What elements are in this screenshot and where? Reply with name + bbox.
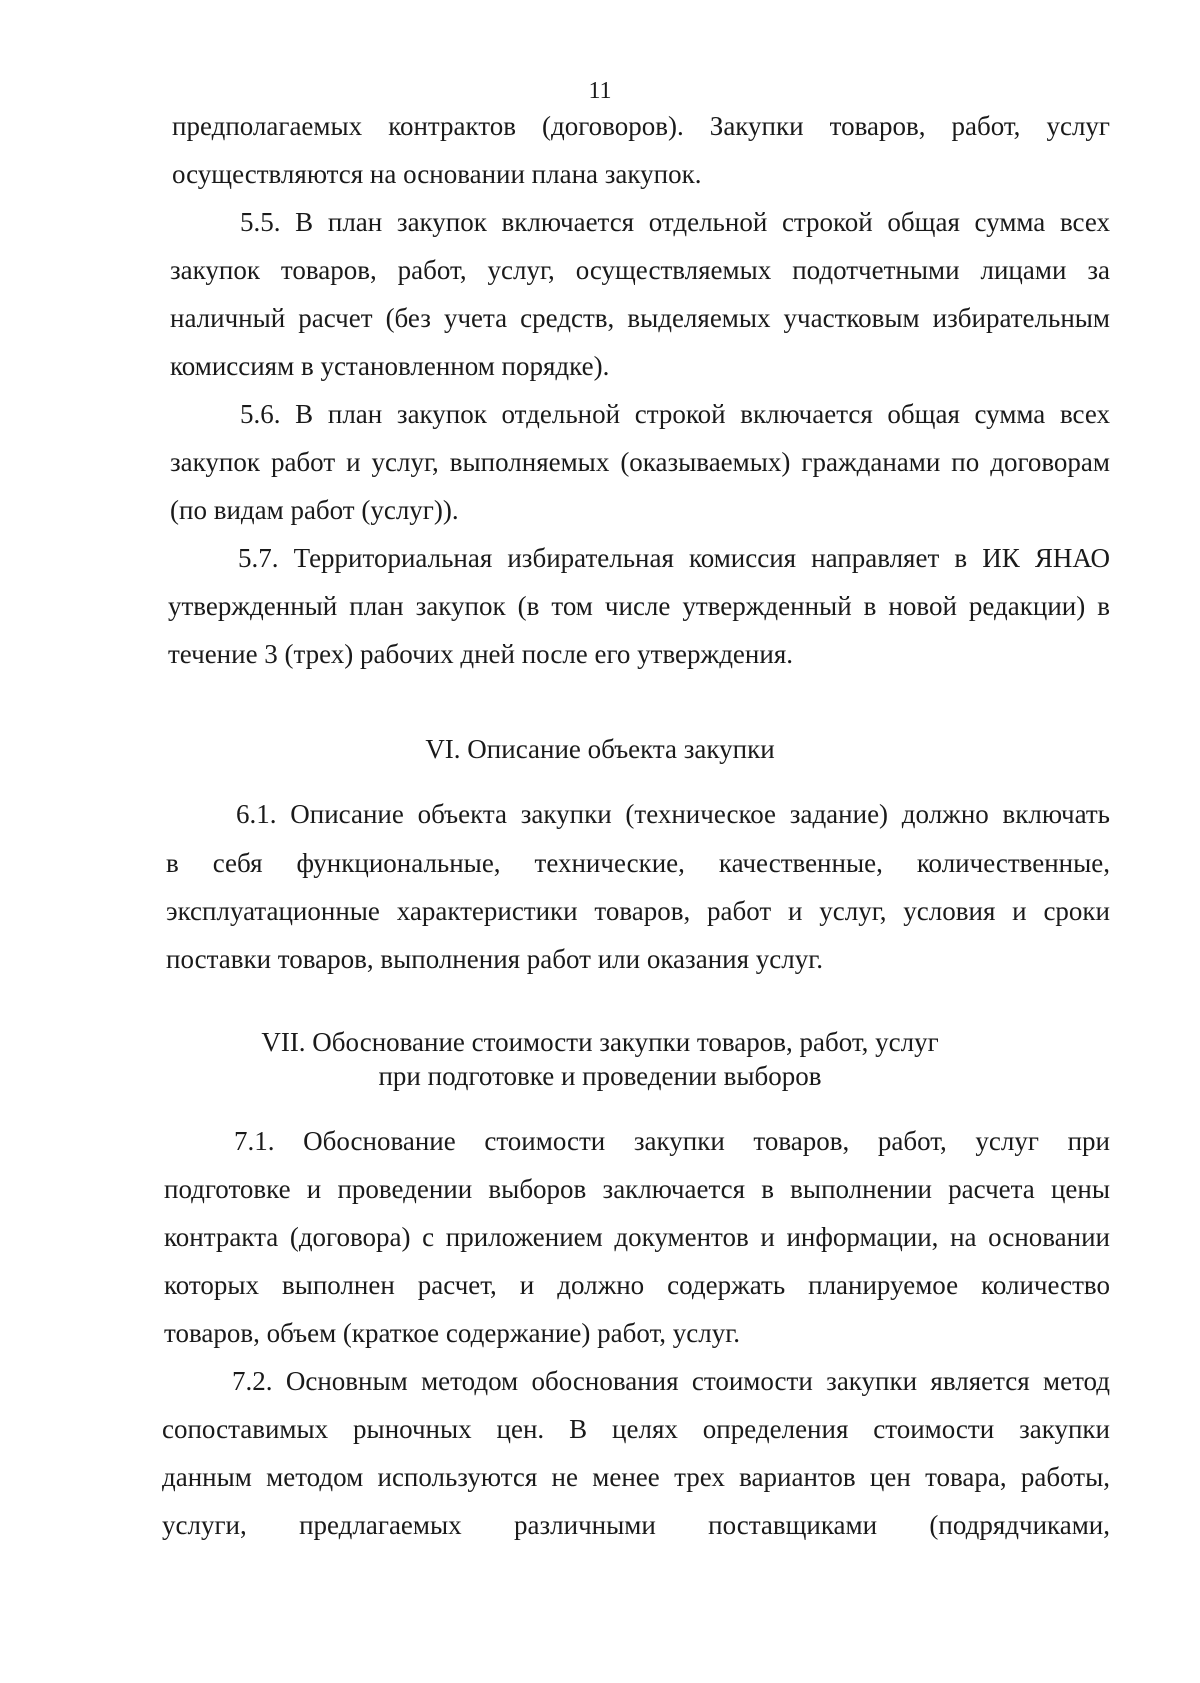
text-line: 5.6. В план закупок отдельной строкой включается общая сумма всех [240, 399, 1110, 429]
text-line: эксплуатационные характеристики товаров, работ и услуг, условия и сроки [166, 896, 1110, 926]
text-line: 5.5. В план закупок включается отдельной строкой общая сумма всех [240, 207, 1110, 237]
text-line: контракта (договора) с приложением документов и информации, на основании [164, 1222, 1110, 1252]
section-heading: VI. Описание объекта закупки [425, 734, 775, 764]
text-line: товаров, объем (краткое содержание) работ, услуг. [164, 1318, 740, 1348]
text-line: 7.1. Обоснование стоимости закупки товаров, работ, услуг при [234, 1126, 1110, 1156]
text-line: предполагаемых контрактов (договоров). Закупки товаров, работ, услуг [172, 111, 1110, 141]
text-line: 6.1. Описание объекта закупки (техническое задание) должно включать [236, 799, 1110, 829]
text-line: сопоставимых рыночных цен. В целях определения стоимости закупки [162, 1414, 1110, 1444]
page-number: 11 [588, 78, 612, 104]
text-line: осуществляются на основании плана закупок. [172, 159, 702, 189]
text-line: в себя функциональные, технические, качественные, количественные, [166, 848, 1110, 878]
text-line: подготовке и проведении выборов заключается в выполнении расчета цены [164, 1174, 1110, 1204]
text-line: утвержденный план закупок (в том числе утвержденный в новой редакции) в [168, 591, 1110, 621]
text-line: услуги, предлагаемых различными поставщиками (подрядчиками, [162, 1510, 1110, 1540]
text-line: которых выполнен расчет, и должно содержать планируемое количество [164, 1270, 1110, 1300]
text-line: наличный расчет (без учета средств, выделяемых участковым избирательным [170, 303, 1110, 333]
section-heading: VII. Обоснование стоимости закупки товаров, работ, услуг [261, 1027, 939, 1057]
text-line: поставки товаров, выполнения работ или оказания услуг. [166, 944, 823, 974]
text-line: 7.2. Основным методом обоснования стоимости закупки является метод [232, 1366, 1110, 1396]
text-line: течение 3 (трех) рабочих дней после его утверждения. [168, 639, 793, 669]
text-line: (по видам работ (услуг)). [170, 495, 459, 525]
section-heading: при подготовке и проведении выборов [378, 1061, 822, 1091]
text-line: комиссиям в установленном порядке). [170, 351, 610, 381]
text-line: закупок работ и услуг, выполняемых (оказываемых) гражданами по договорам [170, 447, 1110, 477]
text-line: закупок товаров, работ, услуг, осуществляемых подотчетными лицами за [170, 255, 1110, 285]
text-line: 5.7. Территориальная избирательная комиссия направляет в ИК ЯНАО [238, 543, 1110, 573]
text-line: данным методом используются не менее трех вариантов цен товара, работы, [162, 1462, 1110, 1492]
